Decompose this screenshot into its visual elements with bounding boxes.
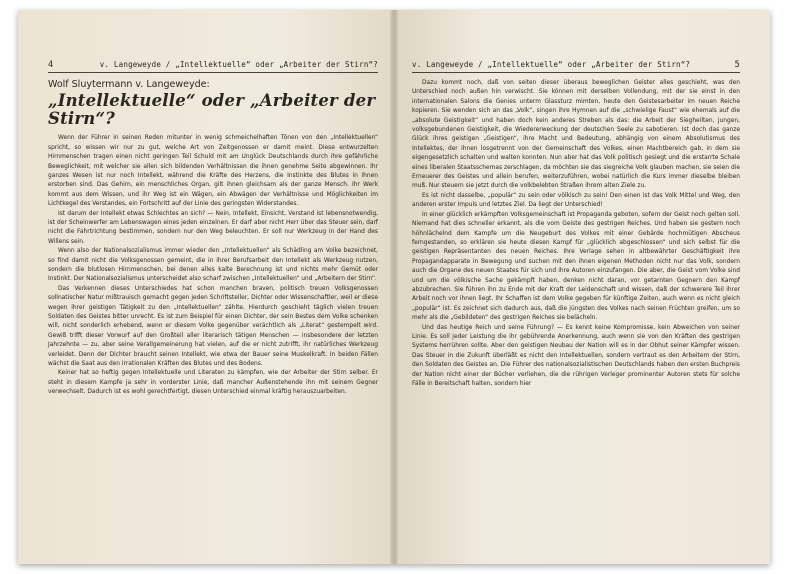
paragraph: Und das heutige Reich und seine Führung? — Es kennt keine Kompromisse, kein Abweichen von seiner Linie. Es soll jeder Leistung die ihr gebührende Anerkennung, auch wenn sie von den Kräften des gestrigen Systems herrühren sollte. Aber den geistigen Neubau der Nation will es in der Obhut seiner Kämpfer wissen. Das Steuer in die Zukunft überläßt es nicht den Intellektuellen, sondern vertraut es den Arbeitern der Stirn, den Soldaten des Geistes an. Die Führer des nationalsozialistischen Deutschlands haben den ersten Buchpreis der Nation nicht einer der Bücher verliehen, die die rührigen Verleger prominenter Autoren stets für solche Fälle in Bereitschaft halten, sondern hier — [412, 324, 740, 387]
open-booklet — [18, 10, 770, 564]
running-head-right — [412, 60, 740, 73]
paragraph: Dazu kommt noch, daß von seiten dieser überaus beweglichen Geister alles geschieht, was den Unterschied noch außen hin verwischt. Sie können mit derselben Vollendung, mit der sie einst in den internationalen Salons die Genies unterm Glassturz mimten, heute den Geistesarbeiter im neuen Reiche kopieren. Sie wenden sich an das „Volk“, singen ihre Hymnen auf die „schwielige Faust“ wie ehemals auf die „absolute Geistigkeit“ und haben doch kein anderes Streben als das: die Arbeit der Siegheilten, jungen, volksgebundenen Geistigkeit, die Wiedererweckung der deutschen Seele zu sabotieren. Ist doch das ganze Glück ihres geistigen „Geistigen“, ihre Macht und Bedeutung, abhängig von einem Absolutismus des Intellektes, der ihnen losgetrennt von der Gemeinschaft des Volkes, einen Machtbereich gab, in dem sie eigengesetzlich schalten und walten konnten. Nun aber hat das Volk politisch gesiegt und die erstarrte Schale eines liberalen Staatsschemas zerschlagen, da möchten sie das siegreiche Volk glauben machen, sie seien die Erneuerer des Geistes und allein berufen, weiterzuführen, wobei natürlich die Kurs immer dieselbe bleiben muß. Nur steuern sie jetzt durch die volkbelebten Straßen ihrem alten Ziele zu. — [412, 80, 740, 190]
page-number-left: 4 — [48, 60, 54, 70]
article-title: „Intellektuelle“ oder „Arbeiter der Stirn“? — [48, 91, 376, 129]
paragraph: Ist darum der Intellekt etwas Schlechtes an sich? — Nein, Intellekt, Einsicht, Verstand ist lebensnotwendig, ist der Scheinwerfer am Lebenswagen eines jeden einzelnen. Er darf aber nicht Herr über das Steuer sein, darf nicht die Fahrtrichtung bestimmen, sondern nur den Weg beleuchten. Er soll nur Werkzeug in der Hand des Willens sein. — [48, 210, 378, 245]
running-head-left-text: v. Langeweyde / „Intellektuelle“ oder „Arbeiter der Stirn“? — [99, 60, 378, 69]
page-number-right: 5 — [734, 60, 740, 70]
right-page — [394, 10, 770, 564]
paragraph: In einer glücklich erkämpften Volksgemeinschaft ist Propaganda geboten, sofern der Geist noch gelten soll. Niemand hat dies schneller erkannt, als die vom Geiste des gestrigen Reiches. Und haben sie gestern noch höhnlächelnd dem Kampfe um die Neugeburt des Volkes mit einer Gebärde hochmütigen Abscheus ferngestanden, so erklären sie heute diesen Kampf für „glücklich abgeschlossen“ und sich selbst für die geistigen Repräsentanten des neuen Reiches. Ihre Verlage sehen in altbewährter Geschäftigkeit ihre Propagandapparate in Bewegung und suchen mit den ihnen eigenen Methoden nicht nur das Volk, sondern auch die Organe des neuen Staates für sich und ihre Autoren einzufangen. Die aber, die Geist vom Volke sind und um die völkische Sache gekämpft haben, denken nicht daran, vor getarnten Gegnern den Kampf abzubrechen. Sie führen ihn zu Ende mit der Kraft der Leidenschaft und wissen, daß der schwerere Teil ihrer Arbeit noch vor ihnen liegt. Ihr Schaffen ist dem Volke gegeben für künftige Zeiten, auch wenn es nicht gleich „populär“ ist. Es zeichnet sich dadurch aus, daß die jüngsten des Volkes nach seinen Früchten greifen, um so mehr als die „Gebildeten“ des gestrigen Reiches sie belächeln. — [412, 211, 740, 322]
article-author: Wolf Sluytermann v. Langeweyde: — [48, 79, 210, 90]
paragraph: Wenn also der Nationalsozialismus immer wieder den „Intellektuellen“ als Schädling am Volke bezeichnet, so find damit nicht die Volksgenossen gemeint, die in ihrer Berufsarbeit den Intellekt als Werkzeug nutzen, sondern die blutlosen Hirnmenschen, bei denen alles kalte Berechnung ist und nichts mehr Gemüt oder Instinkt. Der Nationalsozialismus unterscheidet also scharf zwischen „Intellektuellen“ und „Arbeitern der Stirn“. — [48, 248, 378, 283]
running-head-right-text: v. Langeweyde / „Intellektuelle“ oder „Arbeiter der Stirn“? — [412, 60, 691, 69]
paragraph: Keiner hat so heftig gegen Intellektuelle und Literaten zu kämpfen, wie der Arbeiter der Stirn selber. Er steht in diesem Kampfe ja sehr in vorderster Linie, daß mancher Außenstehende ihn mit seinem Gegner verwechselt. Dadurch ist es wohl gerechtfertigt, diesen Unterschied einmal kräftig herauszuarbeiten. — [48, 370, 378, 396]
running-head-left — [48, 60, 378, 73]
paragraph: Es ist nicht dasselbe, „populär“ zu sein oder völkisch zu sein! Den einen ist das Volk Mittel und Weg, den anderen erster Impuls und letztes Ziel. Da liegt der Unterschied! — [412, 192, 740, 209]
book-gutter — [390, 10, 398, 564]
paragraph: Wenn der Führer in seinen Reden mitunter in wenig schmeichelhaften Tönen von den „Intellektuellen“ spricht, so wissen wir nur zu gut, welche Art von Zeitgenossen er damit meint. Diese entwurzelten Hirnmenschen tragen einen nicht geringen Teil Schuld mit am Unglück Deutschlands durch ihre gefährliche Beweglichkeit, mit welcher sie allen sich bildenden Verhältnissen die ihnen genehme Seite abgewinnen. Ihr ganzes Wesen ist nur noch Intellekt, während die Kräfte des Herzens, die Instinkte des Blutes in ihnen erstorben sind. Das Gehirn, ein menschliches Organ, gilt ihnen gleichsam als der ganze Mensch. Ihr Werk kommt aus dem Wissen, und ihr Weg ist ein Wägen, ein Abwägen der Verhältnisse und Möglichkeiten im Lichtkegel des Verstandes, ein Fortschritt auf der Linie des geringsten Widerstandes. — [48, 135, 378, 208]
paragraph: Das Verkennen dieses Unterschiedes hat schon manchen braven, politisch treuen Volksgenossen sollnatischer Natur mißtrauisch gemacht gegen jeden Schriftsteller, Dichter oder Wissenschaftler, weil er diese wegen ihrer geistigen Tätigkeit zu den „Intellektuellen“ zählte. Hierdurch geschieht täglich vielen treuen Soldaten des Geistes bitter unrecht. Es ist zum Beispiel für einen Dichter, der sein Bestes dem Volke schenken will, nicht sonderlich erhebend, wenn er diesem Volke gegenüber verächtlich als „Literat“ gestempelt wird. Gewiß trifft dieser Vorwurf auf den Großteil aller literarisch tätigen Menschen — insbesondere der letzten Jahrzehnte — zu, aber seine Verallgemeinerung hat vielen, auf die er nicht zutrifft, ihr natürliches Werkzeug verleidet. Denn der Dichter braucht seinen Intellekt, wie etwa der Bauer seine Muskelkraft. In beiden Fällen wächst die Saat aus den irrationalen Kräften des Blutes und des Bodens. — [48, 285, 378, 368]
left-page — [18, 10, 394, 564]
